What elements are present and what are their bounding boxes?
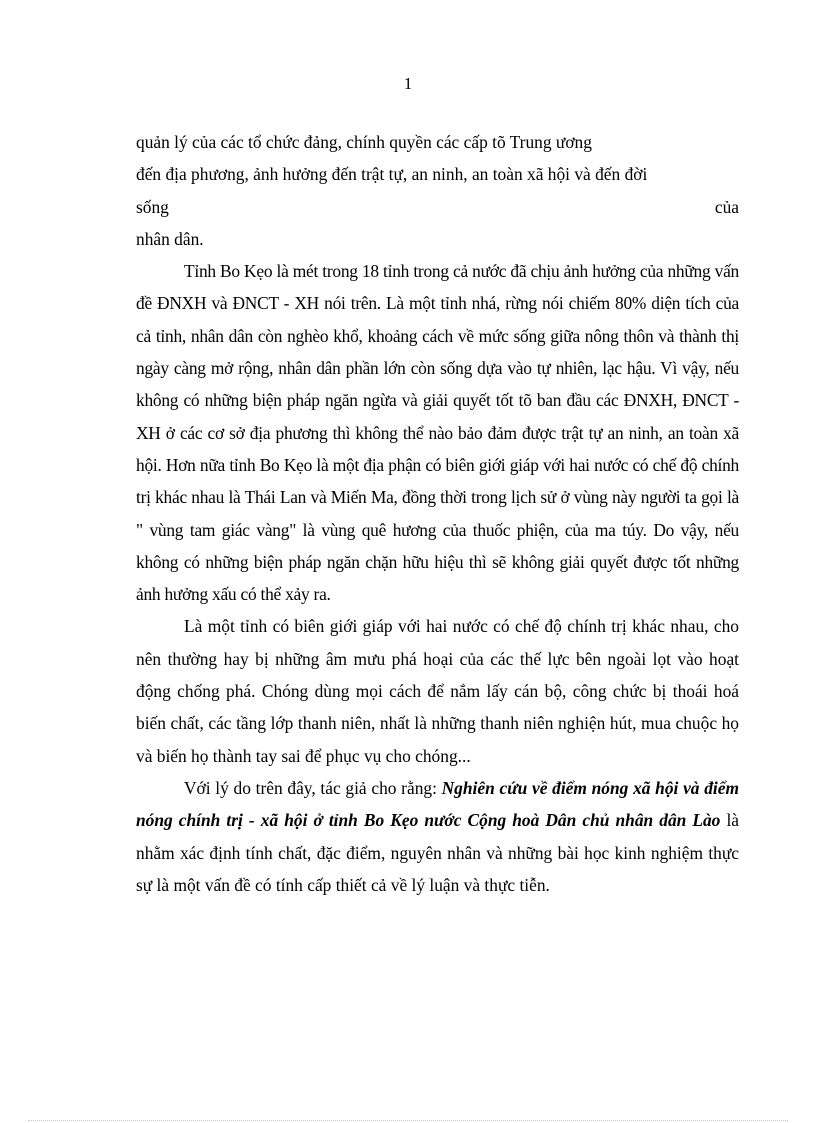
- paragraph-4-intro: Với lý do trên đây, tác giả cho rằng:: [184, 777, 442, 798]
- paragraph-4: [136, 772, 739, 901]
- document-body: [136, 126, 739, 901]
- paragraph-3: Là một tỉnh có biên giới giáp với hai nước có chế độ chính trị khác nhau, cho nên thường hay bị những âm mưu phá hoại của các thế lực bên ngoài lọt vào hoạt động chống phá. Chóng dùng mọi cách để nắm lấy cán bộ, công chức bị thoái hoá biến chất, các tầng lớp thanh niên, nhất là những thanh niên nghiện hút, mua chuộc họ và biến họ thành tay sai để phục vụ cho chóng...: [136, 616, 739, 766]
- paragraph-1-line-3-right: của: [714, 196, 739, 217]
- paragraph-4-rest: là nhằm xác định tính chất, đặc điểm, nguyên nhân và những bài học kinh nghiệm thực sự là một vấn đề có tính cấp thiết cả về lý luận và thực tiễn.: [136, 810, 739, 895]
- paragraph-1-line-4: nhân dân.: [136, 228, 204, 249]
- paragraph-1: [136, 126, 739, 255]
- paragraph-1-line-3: [136, 191, 739, 223]
- paragraph-1-line-3-left: sống: [136, 196, 169, 217]
- page-bottom-divider: [28, 1120, 788, 1121]
- paragraph-1-line-2: đến địa phương, ảnh hưởng đến trật tự, an ninh, an toàn xã hội và đến đời: [136, 164, 648, 185]
- paragraph-2: Tỉnh Bo Kẹo là mét trong 18 tỉnh trong cả nước đã chịu ảnh hưởng của những vấn đề ĐNXH và ĐNCT - XH nói trên. Là một tỉnh nhá, rừng nói chiếm 80% diện tích của cả tỉnh, nhân dân còn nghèo khổ, khoảng cách về mức sống giữa nông thôn và thành thị ngày càng mở rộng, nhân dân phần lớn còn sống dựa vào tự nhiên, lạc hậu. Vì vậy, nếu không có những biện pháp ngăn ngừa và giải quyết tốt tõ ban đầu các ĐNXH, ĐNCT - XH ở các cơ sở địa phương thì không thể nào bảo đảm được trật tự an ninh, an toàn xã hội. Hơn nữa tỉnh Bo Kẹo là một địa phận có biên giới giáp với hai nước có chế độ chính trị khác nhau là Thái Lan và Miến Ma, đồng thời trong lịch sử ở vùng này người ta gọi là " vùng tam giác vàng" là vùng quê hương của thuốc phiện, của ma túy. Do vậy, nếu không có những biện pháp ngăn chặn hữu hiệu thì sẽ không giải quyết được tốt những ảnh hưởng xấu có thể xảy ra.: [136, 261, 739, 605]
- thesis-title: Nghiên cứu về điểm nóng xã hội và điểm nóng chính trị - xã hội ở tỉnh Bo Kẹo nước Cộng hoà Dân chủ nhân dân Lào: [136, 777, 739, 831]
- paragraph-1-line-1: quản lý của các tổ chức đảng, chính quyền các cấp tõ Trung ương: [136, 132, 592, 152]
- page-number: 1: [403, 74, 413, 93]
